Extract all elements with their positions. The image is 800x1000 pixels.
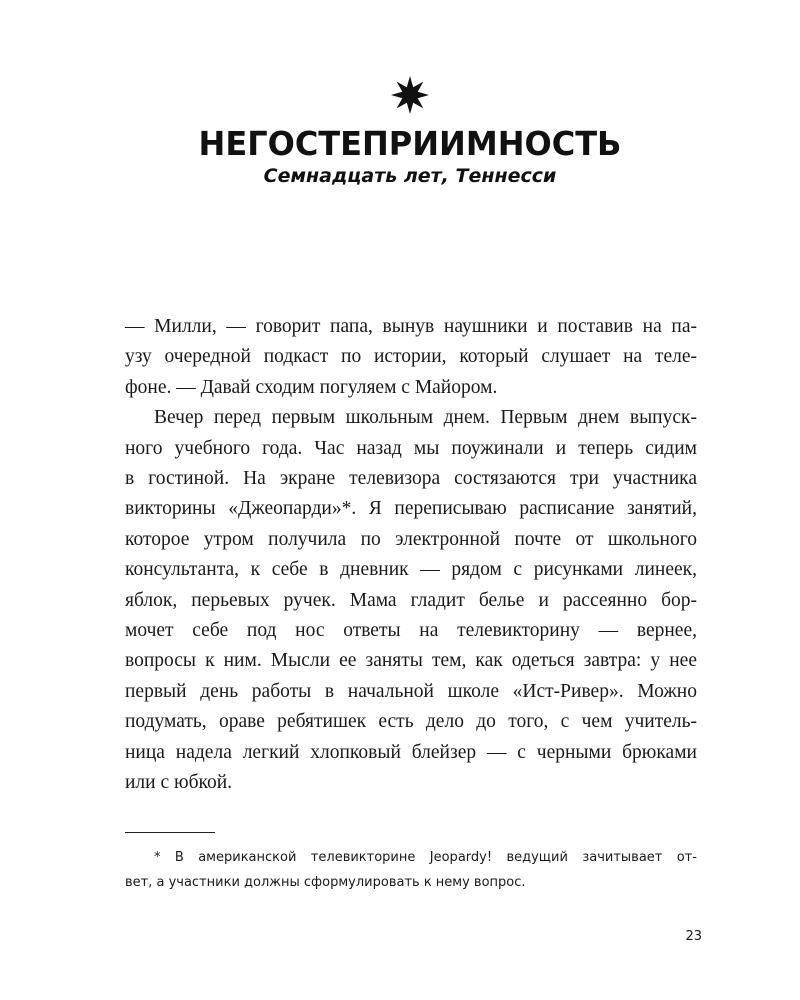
- text-line: вопросы к ним. Мысли ее заняты тем, как одеться завтра: у нее: [125, 650, 697, 672]
- text-line: фоне. — Давай сходим погуляем с Майором.: [125, 376, 498, 398]
- body-text: [125, 312, 697, 799]
- chapter-subtitle: Семнадцать лет, Теннесси: [263, 165, 557, 187]
- text-line: в гостиной. На экране телевизора состязаются три участника: [125, 468, 697, 490]
- footnote: [125, 845, 697, 895]
- footnote-line: * В американской телевикторине Jeopardy! ведущий зачитывает от-: [154, 850, 697, 865]
- footnote-divider: [125, 832, 215, 833]
- text-line: ного учебного года. Час назад мы поужинали и теперь сидим: [125, 437, 697, 459]
- chapter-title: НЕГОСТЕПРИИМНОСТЬ: [198, 124, 622, 163]
- text-line: мочет себе под нос ответы на телевикторину — вернее,: [125, 620, 697, 642]
- eight-point-star-icon: [390, 75, 430, 115]
- text-line: подумать, ораве ребятишек есть дело до того, с чем учитель-: [125, 711, 697, 733]
- text-line: викторины «Джеопарди»*. Я переписываю расписание занятий,: [125, 498, 697, 520]
- text-line: — Милли, — говорит папа, вынув наушники и поставив на па-: [125, 316, 697, 337]
- text-line: консультанта, к себе в дневник — рядом с рисунками линеек,: [125, 559, 697, 581]
- text-line: узу очередной подкаст по истории, который слушает на теле-: [125, 346, 697, 368]
- text-line: которое утром получила по электронной почте от школьного: [125, 528, 697, 550]
- text-line: первый день работы в начальной школе «Ист-Ривер». Можно: [125, 680, 697, 702]
- text-line: Вечер перед первым школьным днем. Первым днем выпуск-: [154, 407, 697, 429]
- text-line: яблок, перьевых ручек. Мама гладит белье и рассеянно бор-: [125, 589, 697, 611]
- footnote-line: вет, а участники должны сформулировать к нему вопрос.: [125, 875, 526, 890]
- page-number: 23: [685, 929, 702, 944]
- text-line: или с юбкой.: [125, 772, 233, 794]
- text-line: ница надела легкий хлопковый блейзер — с черными брюками: [125, 741, 697, 763]
